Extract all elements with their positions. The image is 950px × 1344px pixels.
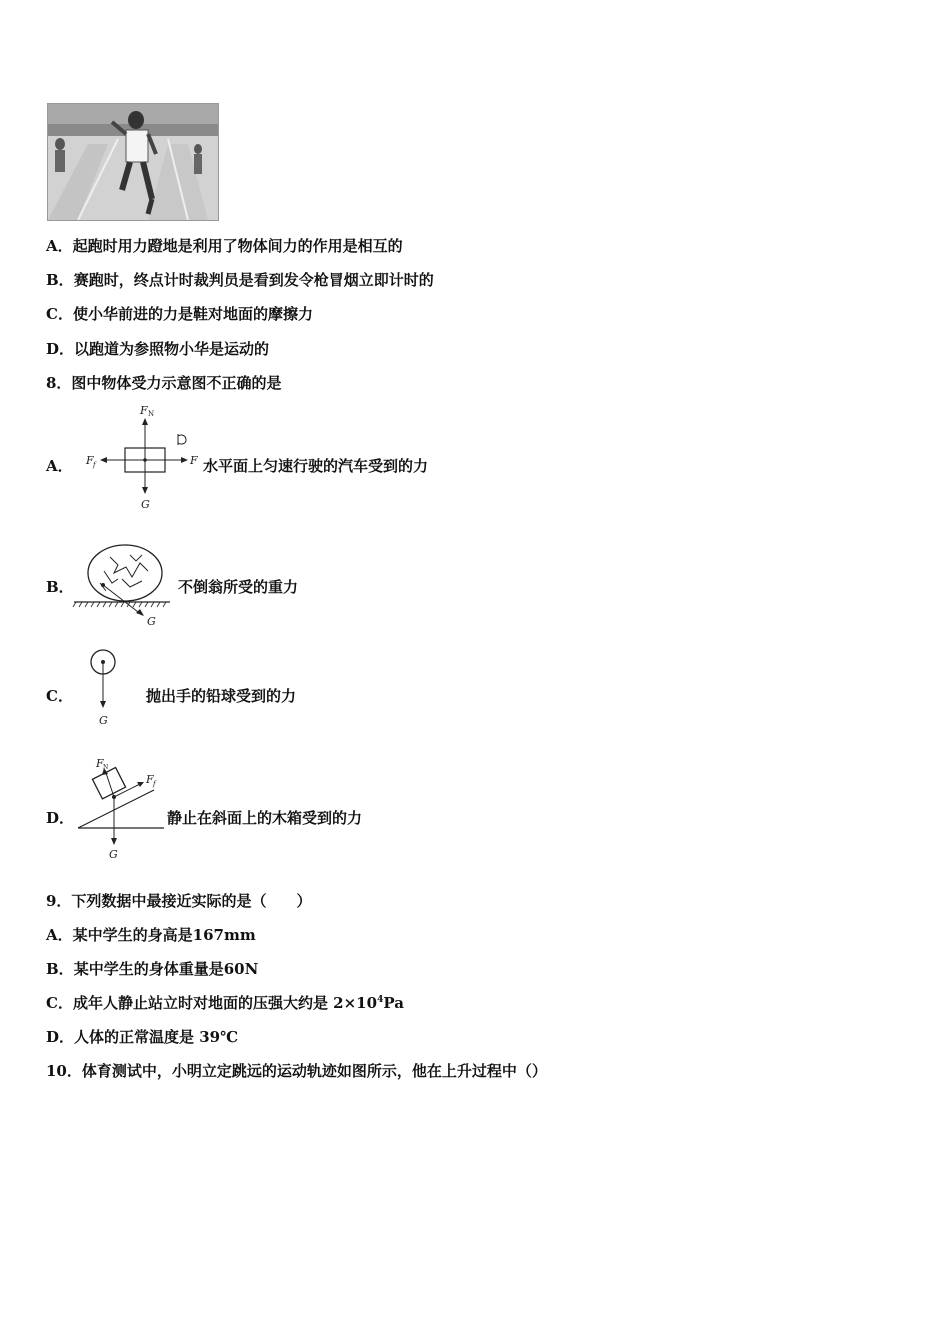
option-letter: B．: [46, 271, 74, 289]
option-letter: D．: [46, 1028, 75, 1046]
option-letter: D．: [46, 340, 75, 358]
option-text: 某中学生的身体重量是60N: [73, 960, 259, 978]
q8-option-c-text: 抛出手的铅球受到的力: [146, 687, 297, 705]
exponent: 4: [377, 995, 384, 1005]
q8-option-d-letter: D．: [46, 809, 75, 827]
force-label-friction-sub: f: [93, 461, 96, 469]
force-label-normal: F: [96, 757, 104, 770]
runner-photo: [47, 103, 219, 221]
q9-stem: 9．下列数据中最接近实际的是（ ）: [46, 892, 312, 910]
force-label-friction-sub: f: [153, 780, 156, 788]
option-letter: A．: [46, 237, 73, 255]
q7-option-b: [46, 270, 434, 290]
option-letter: C．: [46, 305, 73, 323]
option-text: 成年人静止站立时对地面的压强大约是 2×10: [72, 994, 378, 1012]
q8-stem: 8．图中物体受力示意图不正确的是: [46, 374, 282, 392]
force-label-traction: F: [190, 454, 198, 467]
force-label-normal-sub: N: [148, 410, 155, 418]
force-label-friction: F: [146, 773, 154, 786]
q9-option-a: [46, 925, 256, 945]
option-letter: B．: [46, 960, 74, 978]
force-label-normal-sub: N: [103, 764, 109, 771]
q8-option-b-text: 不倒翁所受的重力: [178, 578, 299, 596]
option-text: 以跑道为参照物小华是运动的: [74, 340, 270, 358]
option-letter: A．: [46, 926, 73, 944]
option-text: 某中学生的身高是167mm: [72, 926, 256, 944]
q9-option-c: [46, 993, 404, 1013]
option-text: 赛跑时，终点计时裁判员是看到发令枪冒烟立即计时的: [73, 271, 434, 289]
q8-option-b-letter: B．: [46, 578, 74, 596]
force-label-gravity: G: [141, 498, 150, 511]
q7-option-c: [46, 304, 313, 324]
q9-option-b: [46, 959, 258, 979]
q8-figure-b: [70, 543, 180, 628]
force-label-gravity: G: [109, 848, 118, 861]
option-text: 使小华前进的力是鞋对地面的摩擦力: [72, 305, 313, 323]
q7-option-a: [46, 236, 403, 256]
q7-option-d: [46, 339, 269, 359]
runner-photo-drawing: [48, 104, 218, 220]
q10-stem: 10．体育测试中，小明立定跳远的运动轨迹如图所示，他在上升过程中（）: [46, 1062, 547, 1080]
q8-figure-c: [85, 648, 125, 730]
q9-option-d: [46, 1027, 238, 1047]
option-unit: Pa: [383, 994, 404, 1012]
q8-option-a-letter: A．: [46, 457, 73, 475]
q8-figure-a: [80, 400, 205, 515]
force-label-gravity: G: [147, 615, 156, 628]
q8-option-a-text: 水平面上匀速行驶的汽车受到的力: [203, 457, 429, 475]
option-letter: C．: [46, 994, 73, 1012]
option-text: 起跑时用力蹬地是利用了物体间力的作用是相互的: [72, 237, 403, 255]
q8-figure-d: [74, 755, 169, 863]
q8-option-c-letter: C．: [46, 687, 73, 705]
force-label-normal: F: [140, 404, 148, 417]
q8-option-d-text: 静止在斜面上的木箱受到的力: [167, 809, 363, 827]
force-label-gravity: G: [99, 714, 108, 727]
force-label-friction: F: [86, 454, 94, 467]
option-text: 人体的正常温度是 39℃: [74, 1028, 239, 1046]
